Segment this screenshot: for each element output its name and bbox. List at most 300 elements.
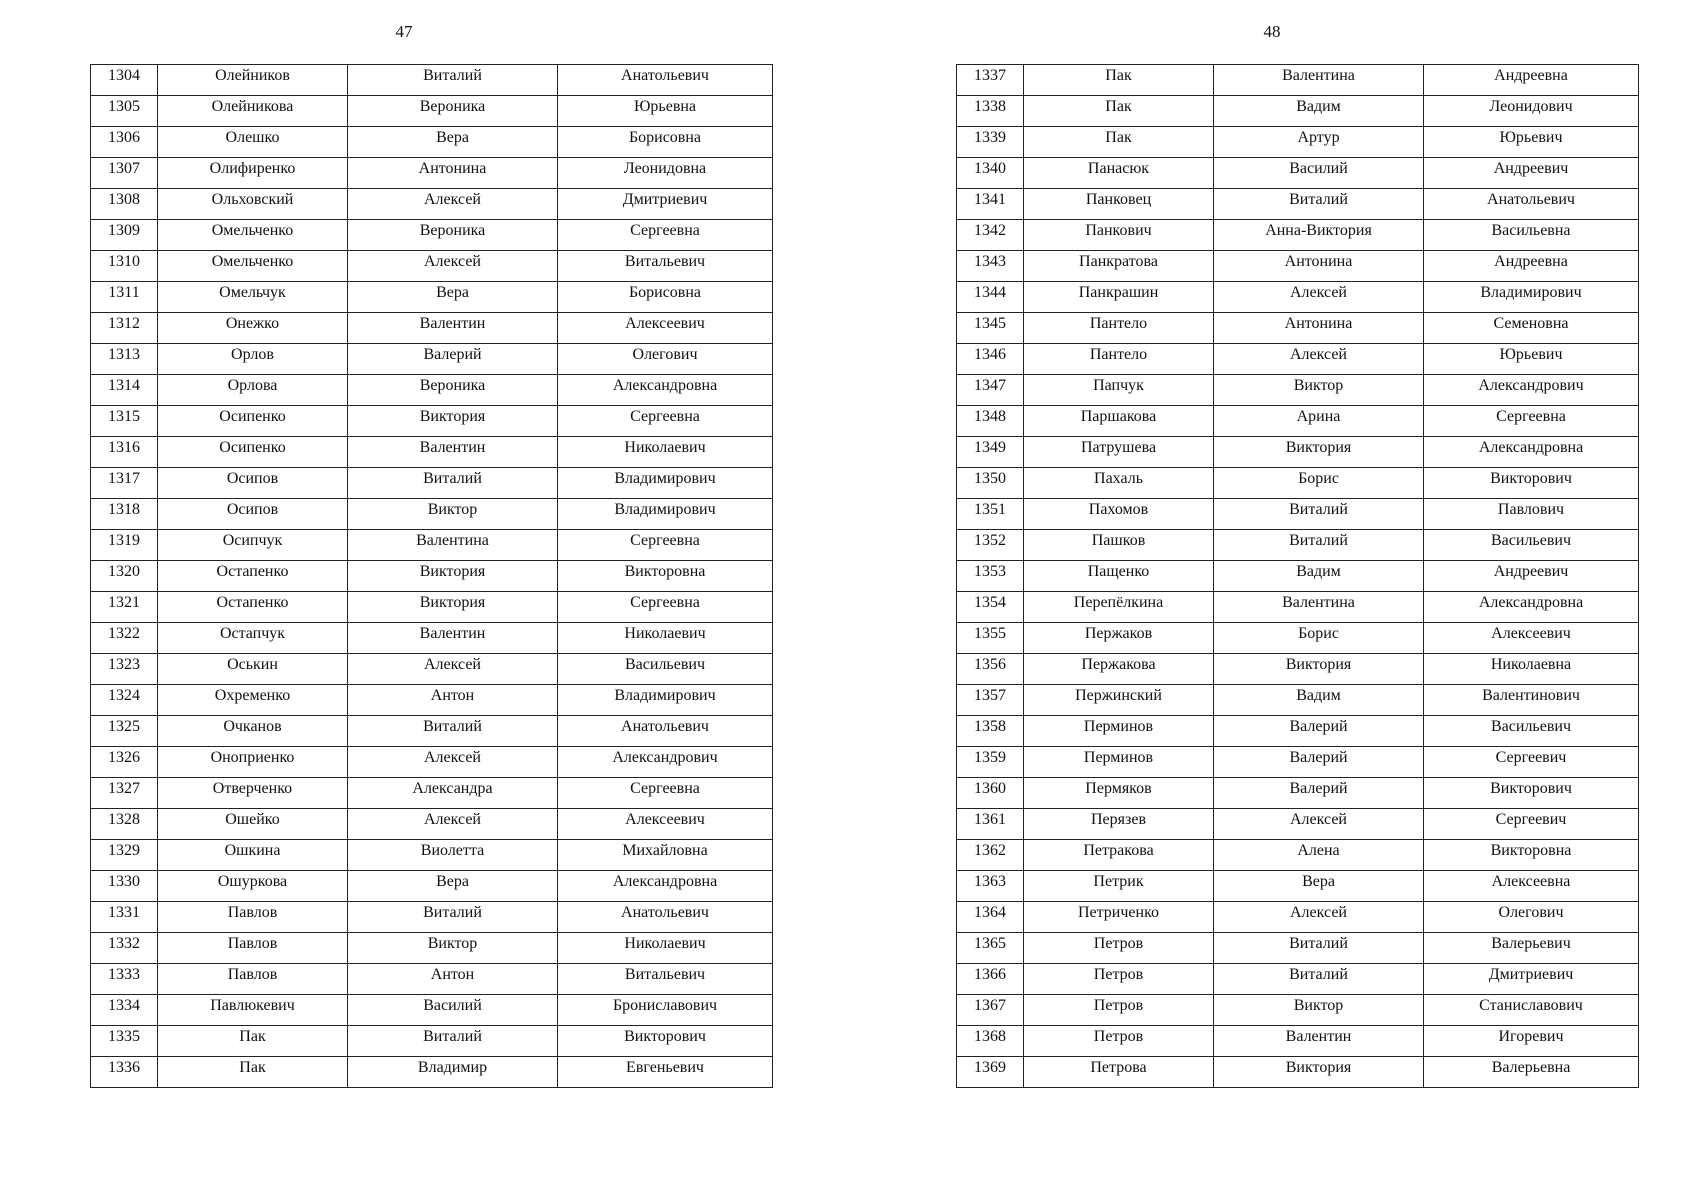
table-row [957, 96, 1639, 127]
row-number-cell: 1343 [957, 251, 1024, 282]
patronymic-cell: Андреевич [1424, 561, 1639, 592]
row-number-cell: 1322 [91, 623, 158, 654]
patronymic-cell: Алексеевич [558, 809, 773, 840]
patronymic-cell: Олегович [1424, 902, 1639, 933]
last-name-cell: Очканов [158, 716, 348, 747]
first-name-cell: Алексей [348, 251, 558, 282]
table-row [91, 592, 773, 623]
first-name-cell: Валентина [348, 530, 558, 561]
roster-table [956, 64, 1639, 1088]
last-name-cell: Пак [1024, 96, 1214, 127]
table-row [957, 65, 1639, 96]
last-name-cell: Осипов [158, 468, 348, 499]
last-name-cell: Пержинский [1024, 685, 1214, 716]
last-name-cell: Перепёлкина [1024, 592, 1214, 623]
row-number-cell: 1339 [957, 127, 1024, 158]
table-row [91, 437, 773, 468]
table-row [957, 964, 1639, 995]
first-name-cell: Алексей [348, 189, 558, 220]
patronymic-cell: Павлович [1424, 499, 1639, 530]
table-row [957, 375, 1639, 406]
last-name-cell: Павлюкевич [158, 995, 348, 1026]
table-row [91, 313, 773, 344]
patronymic-cell: Анатольевич [558, 716, 773, 747]
last-name-cell: Перминов [1024, 747, 1214, 778]
first-name-cell: Валерий [1214, 778, 1424, 809]
row-number-cell: 1313 [91, 344, 158, 375]
first-name-cell: Валентин [348, 313, 558, 344]
table-row [91, 809, 773, 840]
table-row [91, 778, 773, 809]
last-name-cell: Петров [1024, 933, 1214, 964]
page-number: 47 [395, 22, 413, 41]
row-number-cell: 1315 [91, 406, 158, 437]
table-row [91, 840, 773, 871]
table-row [957, 468, 1639, 499]
first-name-cell: Василий [348, 995, 558, 1026]
first-name-cell: Валентин [1214, 1026, 1424, 1057]
row-number-cell: 1365 [957, 933, 1024, 964]
first-name-cell: Алексей [1214, 809, 1424, 840]
patronymic-cell: Витальевич [558, 964, 773, 995]
row-number-cell: 1326 [91, 747, 158, 778]
first-name-cell: Виктор [348, 933, 558, 964]
first-name-cell: Валентина [1214, 65, 1424, 96]
patronymic-cell: Алексеевич [558, 313, 773, 344]
table-row [957, 530, 1639, 561]
first-name-cell: Владимир [348, 1057, 558, 1088]
last-name-cell: Панкович [1024, 220, 1214, 251]
row-number-cell: 1345 [957, 313, 1024, 344]
last-name-cell: Оськин [158, 654, 348, 685]
patronymic-cell: Дмитриевич [558, 189, 773, 220]
last-name-cell: Осипчук [158, 530, 348, 561]
row-number-cell: 1328 [91, 809, 158, 840]
page-right [850, 0, 1700, 1200]
first-name-cell: Борис [1214, 623, 1424, 654]
table-row [91, 65, 773, 96]
row-number-cell: 1320 [91, 561, 158, 592]
table-row [957, 251, 1639, 282]
first-name-cell: Валерий [1214, 747, 1424, 778]
patronymic-cell: Андреевна [1424, 65, 1639, 96]
table-row [91, 1026, 773, 1057]
patronymic-cell: Игоревич [1424, 1026, 1639, 1057]
last-name-cell: Пак [1024, 127, 1214, 158]
last-name-cell: Ошкина [158, 840, 348, 871]
patronymic-cell: Александровна [1424, 437, 1639, 468]
last-name-cell: Олешко [158, 127, 348, 158]
table-row [957, 902, 1639, 933]
table-row [91, 995, 773, 1026]
table-row [957, 654, 1639, 685]
table-row [91, 530, 773, 561]
table-row [957, 685, 1639, 716]
first-name-cell: Валерий [1214, 716, 1424, 747]
first-name-cell: Алексей [1214, 902, 1424, 933]
first-name-cell: Вера [348, 871, 558, 902]
first-name-cell: Александра [348, 778, 558, 809]
first-name-cell: Антонина [348, 158, 558, 189]
table-row [957, 716, 1639, 747]
last-name-cell: Пержаков [1024, 623, 1214, 654]
patronymic-cell: Александровна [558, 375, 773, 406]
row-number-cell: 1367 [957, 995, 1024, 1026]
row-number-cell: 1359 [957, 747, 1024, 778]
table-row [91, 158, 773, 189]
table-row [91, 685, 773, 716]
table-row [957, 282, 1639, 313]
table-row [91, 251, 773, 282]
first-name-cell: Виталий [348, 902, 558, 933]
table-row [91, 716, 773, 747]
row-number-cell: 1347 [957, 375, 1024, 406]
table-row [91, 282, 773, 313]
row-number-cell: 1330 [91, 871, 158, 902]
first-name-cell: Виктор [1214, 375, 1424, 406]
first-name-cell: Вероника [348, 220, 558, 251]
patronymic-cell: Васильевна [1424, 220, 1639, 251]
table-row [957, 1057, 1639, 1088]
patronymic-cell: Андреевна [1424, 251, 1639, 282]
last-name-cell: Петров [1024, 964, 1214, 995]
row-number-cell: 1323 [91, 654, 158, 685]
row-number-cell: 1357 [957, 685, 1024, 716]
last-name-cell: Олейников [158, 65, 348, 96]
first-name-cell: Вера [1214, 871, 1424, 902]
table-row [957, 406, 1639, 437]
row-number-cell: 1312 [91, 313, 158, 344]
row-number-cell: 1308 [91, 189, 158, 220]
patronymic-cell: Викторович [558, 1026, 773, 1057]
table-row [957, 499, 1639, 530]
table-row [91, 623, 773, 654]
patronymic-cell: Дмитриевич [1424, 964, 1639, 995]
last-name-cell: Петрова [1024, 1057, 1214, 1088]
last-name-cell: Отверченко [158, 778, 348, 809]
patronymic-cell: Александрович [558, 747, 773, 778]
table-row [91, 344, 773, 375]
table-row [957, 871, 1639, 902]
patronymic-cell: Викторович [1424, 468, 1639, 499]
row-number-cell: 1351 [957, 499, 1024, 530]
last-name-cell: Пащенко [1024, 561, 1214, 592]
last-name-cell: Пак [158, 1057, 348, 1088]
patronymic-cell: Сергеевна [558, 530, 773, 561]
first-name-cell: Валентин [348, 623, 558, 654]
patronymic-cell: Викторович [1424, 778, 1639, 809]
patronymic-cell: Юрьевич [1424, 127, 1639, 158]
row-number-cell: 1321 [91, 592, 158, 623]
row-number-cell: 1361 [957, 809, 1024, 840]
first-name-cell: Виталий [1214, 499, 1424, 530]
row-number-cell: 1368 [957, 1026, 1024, 1057]
first-name-cell: Виталий [348, 468, 558, 499]
last-name-cell: Патрушева [1024, 437, 1214, 468]
first-name-cell: Алексей [348, 654, 558, 685]
last-name-cell: Панкрашин [1024, 282, 1214, 313]
roster-table [90, 64, 773, 1088]
row-number-cell: 1331 [91, 902, 158, 933]
row-number-cell: 1309 [91, 220, 158, 251]
table-row [957, 809, 1639, 840]
row-number-cell: 1311 [91, 282, 158, 313]
first-name-cell: Виталий [1214, 933, 1424, 964]
last-name-cell: Павлов [158, 933, 348, 964]
row-number-cell: 1355 [957, 623, 1024, 654]
table-row [91, 220, 773, 251]
patronymic-cell: Владимирович [1424, 282, 1639, 313]
first-name-cell: Виолетта [348, 840, 558, 871]
patronymic-cell: Алексеевна [1424, 871, 1639, 902]
first-name-cell: Антонина [1214, 313, 1424, 344]
table-row [957, 592, 1639, 623]
row-number-cell: 1325 [91, 716, 158, 747]
last-name-cell: Онежко [158, 313, 348, 344]
table-row [91, 468, 773, 499]
table-row [91, 654, 773, 685]
patronymic-cell: Викторовна [558, 561, 773, 592]
first-name-cell: Борис [1214, 468, 1424, 499]
patronymic-cell: Анатольевич [1424, 189, 1639, 220]
table-row [91, 933, 773, 964]
last-name-cell: Осипенко [158, 406, 348, 437]
first-name-cell: Антон [348, 685, 558, 716]
table-row [957, 747, 1639, 778]
last-name-cell: Орлов [158, 344, 348, 375]
patronymic-cell: Владимирович [558, 685, 773, 716]
last-name-cell: Осипенко [158, 437, 348, 468]
patronymic-cell: Владимирович [558, 468, 773, 499]
first-name-cell: Виктория [1214, 1057, 1424, 1088]
patronymic-cell: Сергеевна [1424, 406, 1639, 437]
row-number-cell: 1314 [91, 375, 158, 406]
patronymic-cell: Сергеевич [1424, 747, 1639, 778]
row-number-cell: 1366 [957, 964, 1024, 995]
row-number-cell: 1364 [957, 902, 1024, 933]
patronymic-cell: Николаевич [558, 437, 773, 468]
row-number-cell: 1327 [91, 778, 158, 809]
row-number-cell: 1333 [91, 964, 158, 995]
table-row [91, 406, 773, 437]
table-row [957, 561, 1639, 592]
patronymic-cell: Валентинович [1424, 685, 1639, 716]
table-row [91, 127, 773, 158]
first-name-cell: Арина [1214, 406, 1424, 437]
last-name-cell: Петракова [1024, 840, 1214, 871]
row-number-cell: 1348 [957, 406, 1024, 437]
table-row [957, 437, 1639, 468]
patronymic-cell: Юрьевна [558, 96, 773, 127]
patronymic-cell: Сергеевна [558, 406, 773, 437]
last-name-cell: Омельчук [158, 282, 348, 313]
table-row [91, 871, 773, 902]
table-row [957, 313, 1639, 344]
table-row [91, 189, 773, 220]
last-name-cell: Ошейко [158, 809, 348, 840]
last-name-cell: Пак [1024, 65, 1214, 96]
patronymic-cell: Васильевич [1424, 716, 1639, 747]
patronymic-cell: Сергеевна [558, 220, 773, 251]
first-name-cell: Вадим [1214, 561, 1424, 592]
patronymic-cell: Валерьевна [1424, 1057, 1639, 1088]
first-name-cell: Алена [1214, 840, 1424, 871]
row-number-cell: 1360 [957, 778, 1024, 809]
first-name-cell: Анна-Виктория [1214, 220, 1424, 251]
page-number: 48 [1263, 22, 1281, 41]
last-name-cell: Перминов [1024, 716, 1214, 747]
first-name-cell: Антон [348, 964, 558, 995]
patronymic-cell: Борисовна [558, 127, 773, 158]
last-name-cell: Пантело [1024, 313, 1214, 344]
table-row [957, 840, 1639, 871]
row-number-cell: 1356 [957, 654, 1024, 685]
table-row [91, 747, 773, 778]
first-name-cell: Валерий [348, 344, 558, 375]
last-name-cell: Омельченко [158, 251, 348, 282]
last-name-cell: Оноприенко [158, 747, 348, 778]
patronymic-cell: Станиславович [1424, 995, 1639, 1026]
last-name-cell: Ошуркова [158, 871, 348, 902]
first-name-cell: Виталий [1214, 964, 1424, 995]
last-name-cell: Петриченко [1024, 902, 1214, 933]
first-name-cell: Антонина [1214, 251, 1424, 282]
patronymic-cell: Александровна [1424, 592, 1639, 623]
row-number-cell: 1307 [91, 158, 158, 189]
last-name-cell: Павлов [158, 964, 348, 995]
row-number-cell: 1305 [91, 96, 158, 127]
first-name-cell: Алексей [1214, 344, 1424, 375]
table-row [957, 1026, 1639, 1057]
last-name-cell: Паршакова [1024, 406, 1214, 437]
last-name-cell: Петров [1024, 995, 1214, 1026]
last-name-cell: Орлова [158, 375, 348, 406]
first-name-cell: Алексей [348, 747, 558, 778]
last-name-cell: Пермяков [1024, 778, 1214, 809]
table-row [957, 778, 1639, 809]
first-name-cell: Вероника [348, 96, 558, 127]
table-row [957, 344, 1639, 375]
row-number-cell: 1369 [957, 1057, 1024, 1088]
table-row [957, 220, 1639, 251]
row-number-cell: 1354 [957, 592, 1024, 623]
first-name-cell: Вадим [1214, 96, 1424, 127]
row-number-cell: 1340 [957, 158, 1024, 189]
last-name-cell: Осипов [158, 499, 348, 530]
row-number-cell: 1317 [91, 468, 158, 499]
patronymic-cell: Алексеевич [1424, 623, 1639, 654]
patronymic-cell: Валерьевич [1424, 933, 1639, 964]
first-name-cell: Виктория [1214, 437, 1424, 468]
last-name-cell: Остапенко [158, 592, 348, 623]
last-name-cell: Пантело [1024, 344, 1214, 375]
patronymic-cell: Александрович [1424, 375, 1639, 406]
patronymic-cell: Михайловна [558, 840, 773, 871]
table-row [957, 189, 1639, 220]
first-name-cell: Виктор [1214, 995, 1424, 1026]
row-number-cell: 1332 [91, 933, 158, 964]
row-number-cell: 1318 [91, 499, 158, 530]
patronymic-cell: Васильевич [558, 654, 773, 685]
first-name-cell: Виталий [348, 716, 558, 747]
last-name-cell: Перязев [1024, 809, 1214, 840]
row-number-cell: 1342 [957, 220, 1024, 251]
first-name-cell: Вера [348, 127, 558, 158]
first-name-cell: Виктория [348, 561, 558, 592]
table-row [957, 623, 1639, 654]
first-name-cell: Виктор [348, 499, 558, 530]
last-name-cell: Пахаль [1024, 468, 1214, 499]
last-name-cell: Папчук [1024, 375, 1214, 406]
first-name-cell: Валентина [1214, 592, 1424, 623]
last-name-cell: Олейникова [158, 96, 348, 127]
row-number-cell: 1358 [957, 716, 1024, 747]
row-number-cell: 1306 [91, 127, 158, 158]
last-name-cell: Пашков [1024, 530, 1214, 561]
first-name-cell: Артур [1214, 127, 1424, 158]
first-name-cell: Виталий [348, 65, 558, 96]
table-row [91, 96, 773, 127]
first-name-cell: Алексей [348, 809, 558, 840]
row-number-cell: 1346 [957, 344, 1024, 375]
last-name-cell: Омельченко [158, 220, 348, 251]
patronymic-cell: Витальевич [558, 251, 773, 282]
last-name-cell: Остапчук [158, 623, 348, 654]
row-number-cell: 1334 [91, 995, 158, 1026]
first-name-cell: Виталий [1214, 530, 1424, 561]
patronymic-cell: Борисовна [558, 282, 773, 313]
last-name-cell: Петров [1024, 1026, 1214, 1057]
row-number-cell: 1310 [91, 251, 158, 282]
patronymic-cell: Сергеевна [558, 592, 773, 623]
patronymic-cell: Леонидович [1424, 96, 1639, 127]
table-row [957, 995, 1639, 1026]
patronymic-cell: Васильевич [1424, 530, 1639, 561]
table-row [91, 1057, 773, 1088]
patronymic-cell: Владимирович [558, 499, 773, 530]
row-number-cell: 1304 [91, 65, 158, 96]
first-name-cell: Виктория [1214, 654, 1424, 685]
patronymic-cell: Николаевна [1424, 654, 1639, 685]
row-number-cell: 1350 [957, 468, 1024, 499]
first-name-cell: Алексей [1214, 282, 1424, 313]
last-name-cell: Охременко [158, 685, 348, 716]
patronymic-cell: Александровна [558, 871, 773, 902]
patronymic-cell: Сергеевна [558, 778, 773, 809]
last-name-cell: Павлов [158, 902, 348, 933]
patronymic-cell: Викторовна [1424, 840, 1639, 871]
row-number-cell: 1349 [957, 437, 1024, 468]
row-number-cell: 1316 [91, 437, 158, 468]
patronymic-cell: Евгеньевич [558, 1057, 773, 1088]
first-name-cell: Виталий [1214, 189, 1424, 220]
patronymic-cell: Сергеевич [1424, 809, 1639, 840]
table-row [91, 561, 773, 592]
last-name-cell: Панкратова [1024, 251, 1214, 282]
row-number-cell: 1344 [957, 282, 1024, 313]
row-number-cell: 1319 [91, 530, 158, 561]
last-name-cell: Пак [158, 1026, 348, 1057]
row-number-cell: 1335 [91, 1026, 158, 1057]
table-row [91, 375, 773, 406]
row-number-cell: 1341 [957, 189, 1024, 220]
table-row [91, 964, 773, 995]
row-number-cell: 1329 [91, 840, 158, 871]
last-name-cell: Панковец [1024, 189, 1214, 220]
last-name-cell: Панасюк [1024, 158, 1214, 189]
patronymic-cell: Анатольевич [558, 65, 773, 96]
patronymic-cell: Леонидовна [558, 158, 773, 189]
